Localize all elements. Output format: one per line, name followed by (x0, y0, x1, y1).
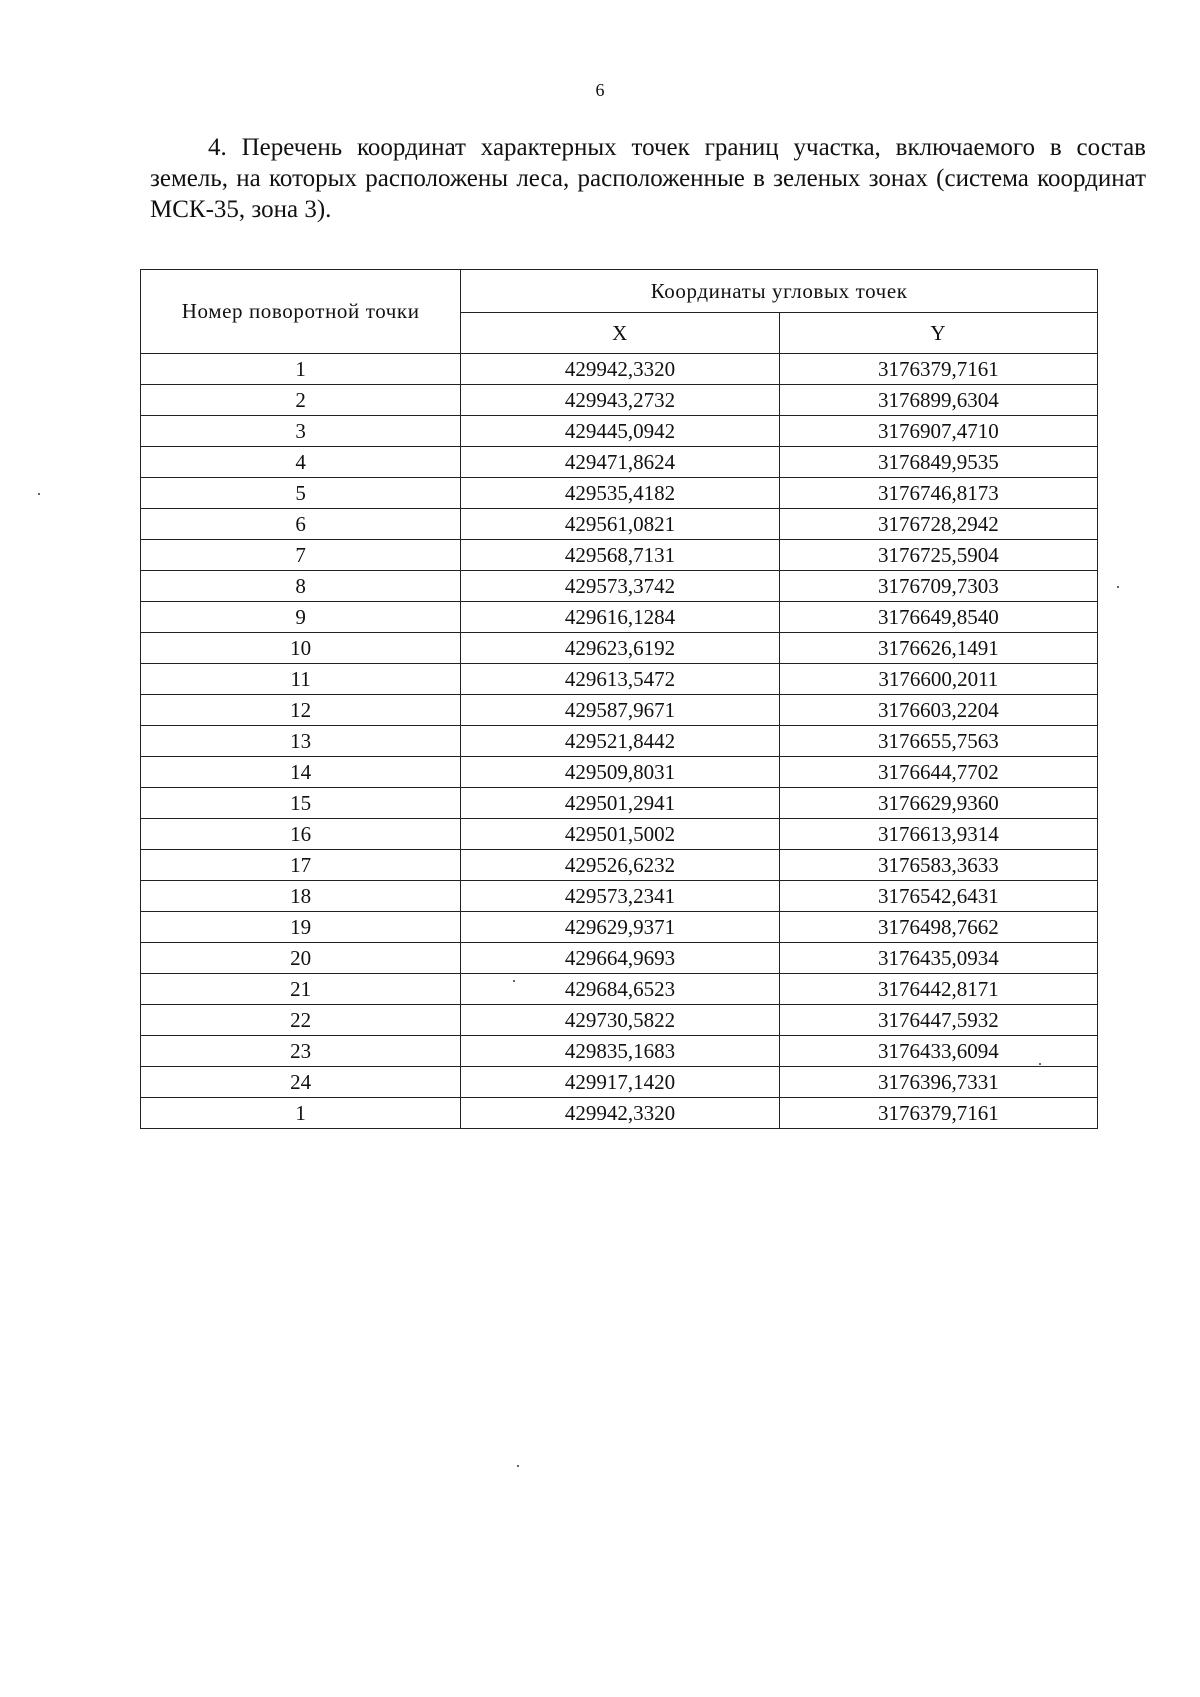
x-coordinate-cell: 429623,6192 (461, 633, 779, 664)
table-row (141, 416, 1098, 447)
table-row (141, 943, 1098, 974)
table-row (141, 1005, 1098, 1036)
table-row (141, 1098, 1098, 1129)
y-coordinate-cell: 3176396,7331 (779, 1067, 1097, 1098)
y-coordinate-cell: 3176600,2011 (779, 664, 1097, 695)
x-coordinate-cell: 429629,9371 (461, 912, 779, 943)
table-row (141, 850, 1098, 881)
table-row (141, 664, 1098, 695)
point-number-cell: 1 (141, 1098, 461, 1129)
x-coordinate-cell: 429835,1683 (461, 1036, 779, 1067)
table-row (141, 726, 1098, 757)
point-number-cell: 19 (141, 912, 461, 943)
header-x: X (461, 313, 779, 354)
x-coordinate-cell: 429501,5002 (461, 819, 779, 850)
point-number-cell: 20 (141, 943, 461, 974)
y-coordinate-cell: 3176442,8171 (779, 974, 1097, 1005)
x-coordinate-cell: 429942,3320 (461, 1098, 779, 1129)
table-row (141, 881, 1098, 912)
table-row (141, 354, 1098, 385)
x-coordinate-cell: 429445,0942 (461, 416, 779, 447)
table-row (141, 819, 1098, 850)
y-coordinate-cell: 3176435,0934 (779, 943, 1097, 974)
section-heading: 4. Перечень координат характерных точек границ участка, включаемого в состав земель, на которых расположены леса, расположенные в зеленых зонах (система координат МСК-35, зона 3). (150, 134, 1146, 223)
point-number-cell: 11 (141, 664, 461, 695)
table-row (141, 447, 1098, 478)
x-coordinate-cell: 429917,1420 (461, 1067, 779, 1098)
y-coordinate-cell: 3176709,7303 (779, 571, 1097, 602)
table-row (141, 1036, 1098, 1067)
point-number-cell: 15 (141, 788, 461, 819)
point-number-cell: 13 (141, 726, 461, 757)
scan-speck (517, 1465, 519, 1467)
scan-speck (513, 980, 515, 982)
point-number-cell: 24 (141, 1067, 461, 1098)
y-coordinate-cell: 3176725,5904 (779, 540, 1097, 571)
point-number-cell: 2 (141, 385, 461, 416)
table-row (141, 757, 1098, 788)
x-coordinate-cell: 429526,6232 (461, 850, 779, 881)
point-number-cell: 4 (141, 447, 461, 478)
x-coordinate-cell: 429573,2341 (461, 881, 779, 912)
y-coordinate-cell: 3176626,1491 (779, 633, 1097, 664)
x-coordinate-cell: 429501,2941 (461, 788, 779, 819)
x-coordinate-cell: 429509,8031 (461, 757, 779, 788)
point-number-cell: 7 (141, 540, 461, 571)
table-row (141, 633, 1098, 664)
y-coordinate-cell: 3176379,7161 (779, 1098, 1097, 1129)
point-number-cell: 16 (141, 819, 461, 850)
point-number-cell: 17 (141, 850, 461, 881)
x-coordinate-cell: 429471,8624 (461, 447, 779, 478)
x-coordinate-cell: 429561,0821 (461, 509, 779, 540)
table-row (141, 478, 1098, 509)
table-row (141, 540, 1098, 571)
x-coordinate-cell: 429521,8442 (461, 726, 779, 757)
y-coordinate-cell: 3176498,7662 (779, 912, 1097, 943)
y-coordinate-cell: 3176629,9360 (779, 788, 1097, 819)
y-coordinate-cell: 3176603,2204 (779, 695, 1097, 726)
point-number-cell: 6 (141, 509, 461, 540)
point-number-cell: 12 (141, 695, 461, 726)
table-row (141, 1067, 1098, 1098)
point-number-cell: 10 (141, 633, 461, 664)
point-number-cell: 8 (141, 571, 461, 602)
table-body (141, 354, 1098, 1129)
x-coordinate-cell: 429568,7131 (461, 540, 779, 571)
y-coordinate-cell: 3176644,7702 (779, 757, 1097, 788)
point-number-cell: 21 (141, 974, 461, 1005)
table-row (141, 974, 1098, 1005)
y-coordinate-cell: 3176899,6304 (779, 385, 1097, 416)
y-coordinate-cell: 3176907,4710 (779, 416, 1097, 447)
table-row (141, 602, 1098, 633)
table-row (141, 695, 1098, 726)
table-row (141, 385, 1098, 416)
point-number-cell: 3 (141, 416, 461, 447)
page-number: 6 (595, 80, 605, 100)
y-coordinate-cell: 3176728,2942 (779, 509, 1097, 540)
x-coordinate-cell: 429573,3742 (461, 571, 779, 602)
y-coordinate-cell: 3176649,8540 (779, 602, 1097, 633)
x-coordinate-cell: 429942,3320 (461, 354, 779, 385)
x-coordinate-cell: 429535,4182 (461, 478, 779, 509)
coordinates-table (140, 269, 1098, 1129)
x-coordinate-cell: 429616,1284 (461, 602, 779, 633)
x-coordinate-cell: 429587,9671 (461, 695, 779, 726)
y-coordinate-cell: 3176447,5932 (779, 1005, 1097, 1036)
point-number-cell: 5 (141, 478, 461, 509)
point-number-cell: 23 (141, 1036, 461, 1067)
table-row (141, 788, 1098, 819)
y-coordinate-cell: 3176849,9535 (779, 447, 1097, 478)
y-coordinate-cell: 3176613,9314 (779, 819, 1097, 850)
header-point-number: Номер поворотной точки (141, 270, 461, 354)
scan-speck (1039, 1063, 1041, 1065)
y-coordinate-cell: 3176655,7563 (779, 726, 1097, 757)
y-coordinate-cell: 3176746,8173 (779, 478, 1097, 509)
table-row (141, 571, 1098, 602)
point-number-cell: 22 (141, 1005, 461, 1036)
x-coordinate-cell: 429664,9693 (461, 943, 779, 974)
point-number-cell: 9 (141, 602, 461, 633)
point-number-cell: 1 (141, 354, 461, 385)
scan-speck (1117, 586, 1119, 588)
header-y: Y (779, 313, 1097, 354)
y-coordinate-cell: 3176583,3633 (779, 850, 1097, 881)
point-number-cell: 18 (141, 881, 461, 912)
header-corner-coordinates: Координаты угловых точек (461, 270, 1098, 313)
y-coordinate-cell: 3176379,7161 (779, 354, 1097, 385)
table-row (141, 509, 1098, 540)
x-coordinate-cell: 429613,5472 (461, 664, 779, 695)
y-coordinate-cell: 3176542,6431 (779, 881, 1097, 912)
scan-speck (38, 493, 40, 495)
x-coordinate-cell: 429684,6523 (461, 974, 779, 1005)
x-coordinate-cell: 429943,2732 (461, 385, 779, 416)
point-number-cell: 14 (141, 757, 461, 788)
y-coordinate-cell: 3176433,6094 (779, 1036, 1097, 1067)
table-row (141, 912, 1098, 943)
x-coordinate-cell: 429730,5822 (461, 1005, 779, 1036)
